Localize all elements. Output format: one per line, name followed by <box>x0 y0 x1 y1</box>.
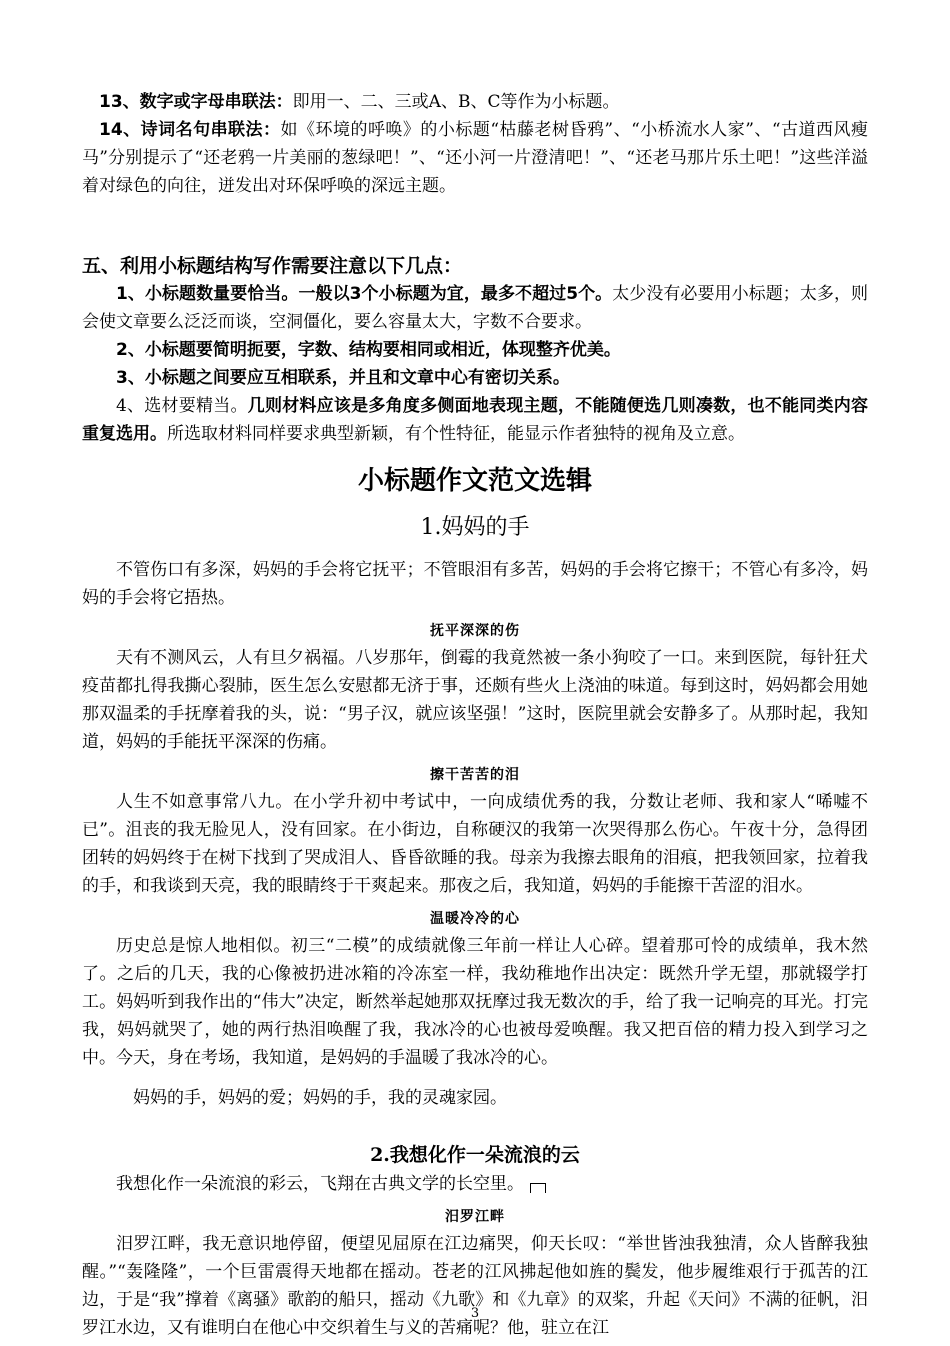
essay-2-intro <box>82 1170 868 1198</box>
essay-2-title: 2.我想化作一朵流浪的云 <box>370 1144 580 1166</box>
essay-2-subtitle-1: 汨罗江畔 <box>445 1209 505 1225</box>
method-14-label: 14、诗词名句串联法： <box>99 120 281 140</box>
essay-1-closing: 妈妈的手，妈妈的爱；妈妈的手，我的灵魂家园。 <box>133 1088 507 1108</box>
essay-1-intro: 不管伤口有多深，妈妈的手会将它抚平；不管眼泪有多苦，妈妈的手会将它擦干；不管心有多冷，妈妈的手会将它捂热。 <box>82 560 868 608</box>
essay-2-section-1: 汨罗江畔，我无意识地停留，便望见屈原在江边痛哭，仰天长叹：“举世皆浊我独清，众人皆醉我独醒。”“轰隆隆”，一个巨雷震得天地都在摇动。苍老的江风拂起他如旌的鬓发，他步履维艰行于孤苦的江边，于是“我”撑着《离骚》歌韵的船只，摇动《九歌》和《九章》的双桨，升起《天问》不满的征帆，汨罗江水边，又有谁明白在他心中交织着生与义的苦痛呢？他，驻立在江 <box>82 1234 868 1338</box>
method-13-label: 13、数字或字母串联法： <box>99 92 293 112</box>
essay-1-section-2: 人生不如意事常八九。在小学升初中考试中，一向成绩优秀的我，分数让老师、我和家人“唏嘘不已”。沮丧的我无脸见人，没有回家。在小街边，自称硬汉的我第一次哭得那么伤心。午夜十分，急得团团转的妈妈终于在树下找到了哭成泪人、昏昏欲睡的我。母亲为我擦去眼角的泪痕，把我领回家，拉着我的手，和我谈到天亮，我的眼睛终于干爽起来。那夜之后，我知道，妈妈的手能擦干苦涩的泪水。 <box>82 792 868 896</box>
point-1-text: 太少没有必要用小标题；太多，则会使文章要么泛泛而谈，空洞僵化，要么容量太大，字数不合要求。 <box>82 284 868 332</box>
point-4-b: 所选取材料同样要求典型新颖，有个性特征，能显示作者独特的视角及立意。 <box>167 424 745 444</box>
method-14 <box>82 116 868 200</box>
point-1 <box>82 280 868 336</box>
point-4 <box>82 392 868 448</box>
essay-1-subtitle-3: 温暖冷冷的心 <box>430 911 520 927</box>
method-13-text: 即用一、二、三或A、B、C等作为小标题。 <box>292 92 620 112</box>
point-4-bold: 几则材料应该是多角度多侧面地表现主题，不能随便选几则凑数，也不能同类内容重复选用。 <box>82 396 868 444</box>
essay-1-number: 1. <box>420 515 442 540</box>
essay-1-section-3: 历史总是惊人地相似。初三“二模”的成绩就像三年前一样让人心碎。望着那可怜的成绩单，我木然了。之后的几天，我的心像被扔进冰箱的冷冻室一样，我幼稚地作出决定：既然升学无望，那就辍学打工。妈妈听到我作出的“伟大”决定，断然举起她那双抚摩过我无数次的手，给了我一记响亮的耳光。打完我，妈妈就哭了，她的两行热泪唤醒了我，我冰冷的心也被母爱唤醒。我又把百倍的精力投入到学习之中。今天，身在考场，我知道，是妈妈的手温暖了我冰冷的心。 <box>82 936 868 1068</box>
point-1-bold: 1、小标题数量要恰当。一般以3个小标题为宜，最多不超过5个。 <box>116 284 613 304</box>
essay-1-section-1: 天有不测风云，人有旦夕祸福。八岁那年，倒霉的我竟然被一条小狗咬了一口。来到医院，每针狂犬疫苗都扎得我撕心裂肺，医生怎么安慰都无济于事，还颇有些火上浇油的味道。每到这时，妈妈都会用她那双温柔的手抚摩着我的头，说：“男子汉，就应该坚强！”这时，医院里就会安静多了。从那时起，我知道，妈妈的手能抚平深深的伤痛。 <box>82 648 868 752</box>
section-5-heading: 五、利用小标题结构写作需要注意以下几点： <box>82 255 463 277</box>
essay-1-title-text: 妈妈的手 <box>441 515 530 540</box>
essay-1-title <box>82 506 868 550</box>
point-2: 2、小标题要简明扼要，字数、结构要相同或相近，体现整齐优美。 <box>116 340 621 360</box>
essay-1-subtitle-2: 擦干苦苦的泪 <box>430 767 520 783</box>
method-13 <box>82 88 868 116</box>
essay-1-subtitle-1: 抚平深深的伤 <box>430 623 520 639</box>
editing-mark-icon <box>530 1183 546 1193</box>
page-number: 3 <box>470 1306 480 1321</box>
document-title: 小标题作文范文选辑 <box>357 466 592 496</box>
method-14-text: 如《环境的呼唤》的小标题“枯藤老树昏鸦”、“小桥流水人家”、“古道西风瘦马”分别提示了“还老鸦一片美丽的葱绿吧！”、“还小河一片澄清吧！”、“还老马那片乐土吧！”这些洋溢着对绿色的向往，迸发出对环保呼唤的深远主题。 <box>82 120 868 196</box>
essay-2-intro-text: 我想化作一朵流浪的彩云，飞翔在古典文学的长空里。 <box>116 1174 524 1194</box>
point-4-a: 4、选材要精当。 <box>116 396 248 416</box>
point-3: 3、小标题之间要应互相联系，并且和文章中心有密切关系。 <box>116 368 570 388</box>
